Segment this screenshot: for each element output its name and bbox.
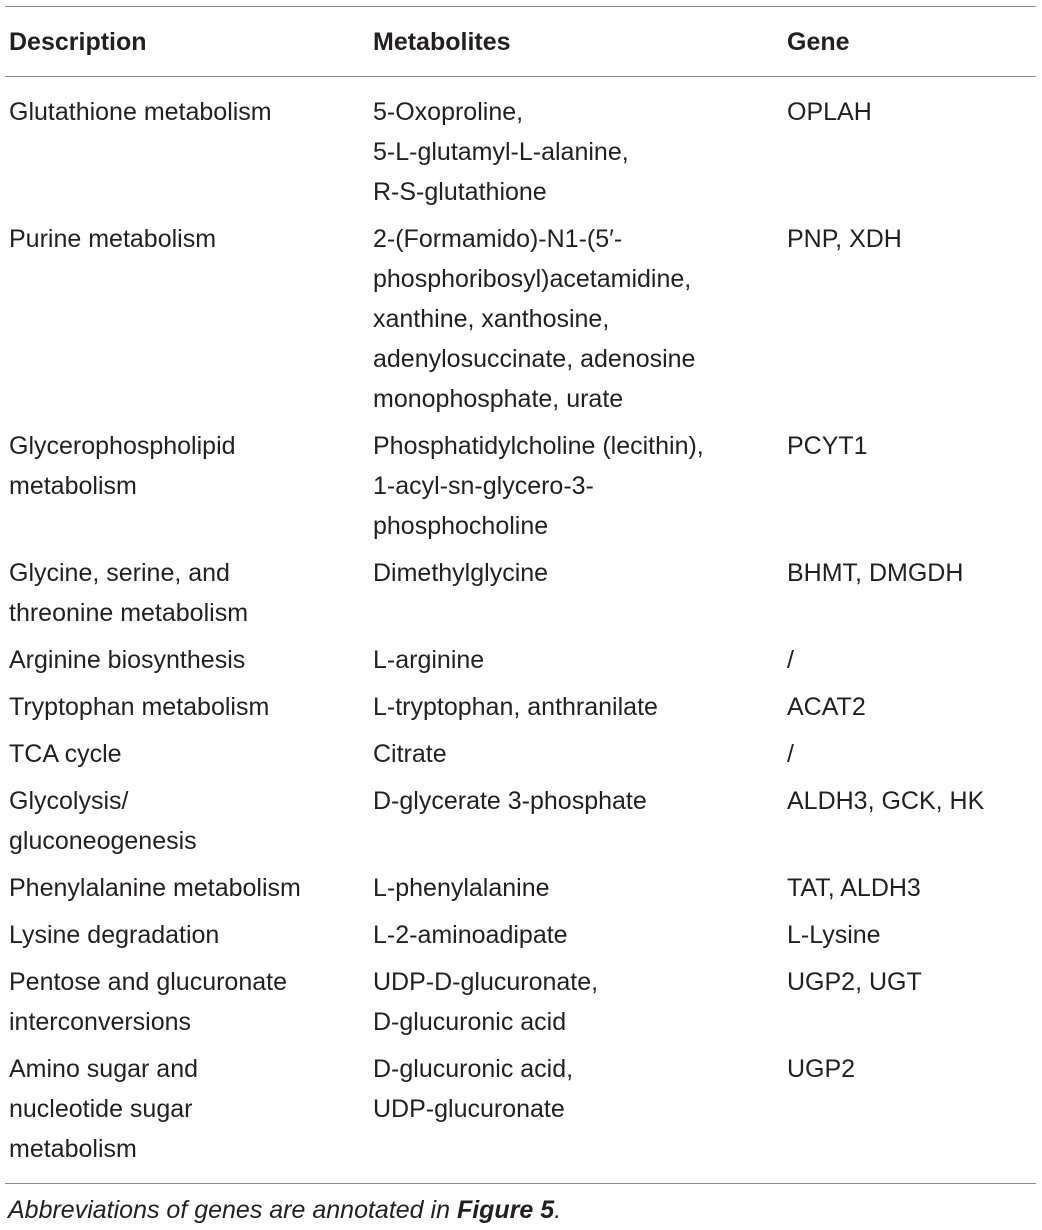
description-cell: Purine metabolism [9, 225, 217, 253]
gene-cell: PNP, XDH [787, 225, 902, 253]
table-row [0, 687, 1042, 734]
table-row [0, 915, 1042, 962]
footnote-end: . [554, 1196, 562, 1224]
table-row [0, 781, 1042, 868]
table-row [0, 962, 1042, 1049]
description-cell: Arginine biosynthesis [9, 646, 246, 674]
table-bottom-rule [5, 1183, 1036, 1184]
gene-cell: OPLAH [787, 98, 872, 126]
table-header-rule [5, 76, 1036, 77]
gene-cell: UGP2, UGT [787, 968, 922, 996]
table-row [0, 640, 1042, 687]
gene-cell: ALDH3, GCK, HK [787, 787, 985, 815]
metabolites-cell: Dimethylglycine [373, 559, 549, 587]
metabolites-cell: L-phenylalanine [373, 874, 550, 902]
figure-reference: Figure 5 [456, 1196, 555, 1224]
table-row [0, 734, 1042, 781]
metabolites-cell: 5-Oxoproline, 5-L-glutamyl-L-alanine, R-S-glutathione [373, 98, 629, 206]
gene-cell: ACAT2 [787, 693, 866, 721]
gene-cell: BHMT, DMGDH [787, 559, 964, 587]
description-cell: Glycerophospholipid metabolism [9, 432, 236, 500]
metabolites-cell: L-2-aminoadipate [373, 921, 568, 949]
description-cell: Amino sugar and nucleotide sugar metabolism [9, 1055, 199, 1163]
table-header-row [0, 24, 1042, 60]
description-cell: TCA cycle [9, 740, 122, 768]
description-cell: Lysine degradation [9, 921, 220, 949]
description-cell: Tryptophan metabolism [9, 693, 270, 721]
description-cell: Phenylalanine metabolism [9, 874, 301, 902]
table-row [0, 868, 1042, 915]
table-top-rule [5, 6, 1036, 7]
metabolites-cell: L-arginine [373, 646, 485, 674]
gene-cell: / [787, 740, 794, 768]
gene-cell: / [787, 646, 794, 674]
metabolites-cell: UDP-D-glucuronate, D-glucuronic acid [373, 968, 599, 1036]
metabolites-cell: D-glucuronic acid, UDP-glucuronate [373, 1055, 574, 1123]
gene-cell: UGP2 [787, 1055, 856, 1083]
metabolites-cell: Phosphatidylcholine (lecithin), 1-acyl-sn-glycero-3- phosphocholine [373, 432, 704, 540]
metabolites-cell: L-tryptophan, anthranilate [373, 693, 658, 721]
header-gene: Gene [787, 28, 850, 56]
table-footnote [8, 1192, 561, 1228]
description-cell: Pentose and glucuronate interconversions [9, 968, 287, 1036]
header-metabolites: Metabolites [373, 28, 511, 56]
gene-cell: TAT, ALDH3 [787, 874, 921, 902]
metabolites-cell: 2-(Formamido)-N1-(5′- phosphoribosyl)acetamidine, xanthine, xanthosine, adenylosuccinate, adenosine monophosphate, urate [373, 225, 696, 413]
table-row [0, 92, 1042, 219]
metabolites-cell: Citrate [373, 740, 447, 768]
table-row [0, 426, 1042, 553]
metabolites-cell: D-glycerate 3-phosphate [373, 787, 647, 815]
table-row [0, 219, 1042, 426]
header-description: Description [9, 28, 147, 56]
table-row [0, 553, 1042, 640]
table-row [0, 1049, 1042, 1176]
description-cell: Glycine, serine, and threonine metabolism [9, 559, 249, 627]
gene-cell: PCYT1 [787, 432, 868, 460]
gene-cell: L-Lysine [787, 921, 881, 949]
description-cell: Glutathione metabolism [9, 98, 272, 126]
table-body [0, 92, 1042, 1176]
footnote-text: Abbreviations of genes are annotated in [8, 1196, 457, 1224]
description-cell: Glycolysis/ gluconeogenesis [9, 787, 197, 855]
